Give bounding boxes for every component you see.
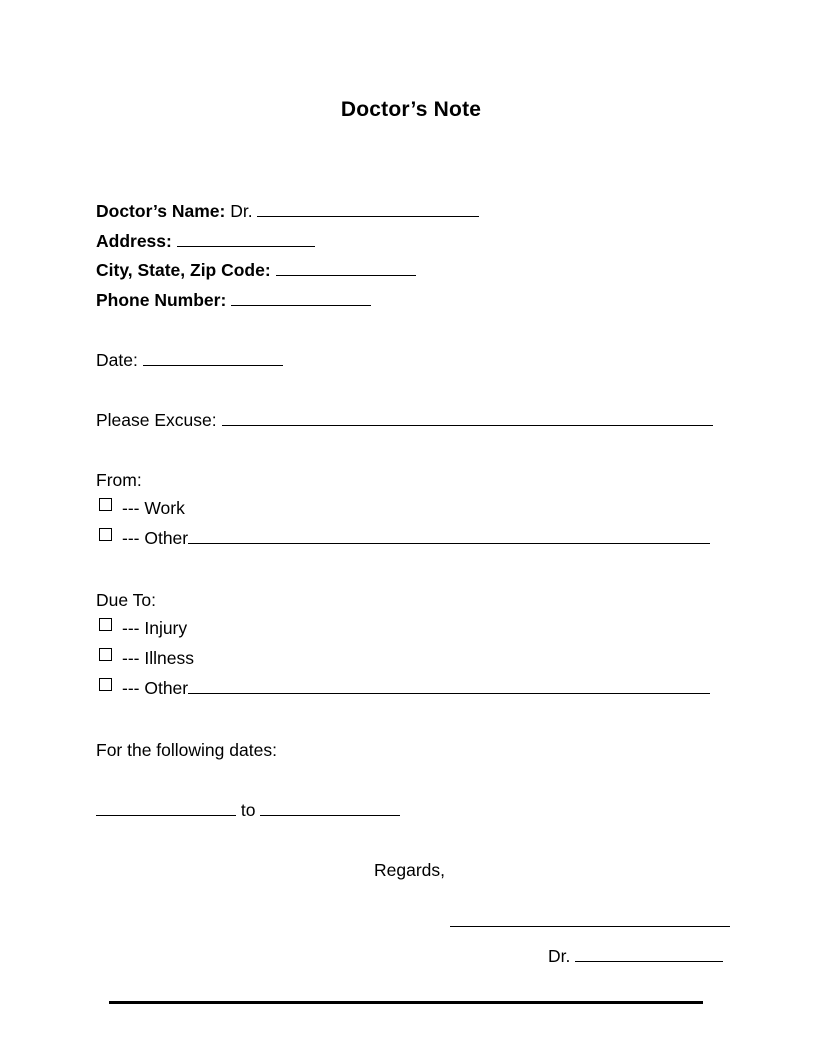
from-other-option [122,527,710,549]
regards-text: Regards, [374,860,446,880]
due-other-checkbox[interactable] [99,678,112,691]
address-label: Address: [96,231,172,251]
city-row [96,259,416,281]
signature-prefix: Dr. [548,946,571,966]
start-date-blank[interactable] [96,799,236,816]
address-blank[interactable] [177,230,315,247]
doctor-name-label: Doctor’s Name: [96,201,226,221]
illness-checkbox[interactable] [99,648,112,661]
date-blank[interactable] [143,349,283,366]
signature-line[interactable] [450,926,730,927]
phone-label: Phone Number: [96,290,227,310]
illness-option-label: --- Illness [122,648,194,668]
excuse-label: Please Excuse: [96,410,217,430]
city-label: City, State, Zip Code: [96,260,271,280]
doctor-name-row [96,200,479,222]
from-other-checkbox[interactable] [99,528,112,541]
phone-row [96,289,371,311]
date-label: Date: [96,350,138,370]
signature-name-row [548,945,723,967]
injury-checkbox[interactable] [99,618,112,631]
to-label: to [240,800,256,820]
from-other-blank[interactable] [188,527,710,544]
due-other-option [122,677,710,699]
work-option-label: --- Work [122,498,185,518]
due-other-label: --- Other [122,678,189,698]
bottom-rule [109,1001,703,1004]
injury-option-label: --- Injury [122,618,188,638]
from-other-label: --- Other [122,528,189,548]
date-range-row [96,799,400,821]
work-checkbox[interactable] [99,498,112,511]
due-to-label: Due To: [96,590,156,610]
dates-label: For the following dates: [96,740,277,760]
doctor-prefix: Dr. [230,201,253,221]
due-other-blank[interactable] [188,677,710,694]
date-row [96,349,283,371]
page-title: Doctor’s Note [340,98,482,121]
excuse-blank[interactable] [222,409,713,426]
signature-name-blank[interactable] [575,945,723,962]
end-date-blank[interactable] [260,799,400,816]
city-blank[interactable] [276,259,416,276]
phone-blank[interactable] [231,289,371,306]
excuse-row [96,409,713,431]
address-row [96,230,315,252]
from-label: From: [96,470,142,490]
doctor-name-blank[interactable] [257,200,479,217]
